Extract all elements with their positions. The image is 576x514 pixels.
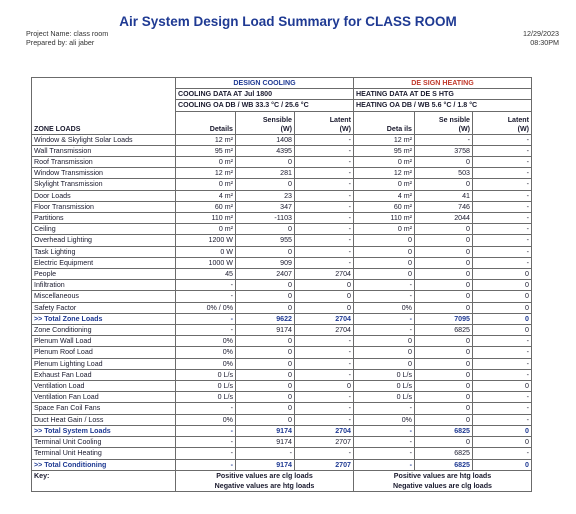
heating-latent-cell: - (473, 213, 532, 224)
cooling-sensible-cell: 0 (236, 336, 295, 347)
report-meta-right (523, 30, 559, 47)
heating-latent-cell: - (473, 414, 532, 425)
heating-sensible-cell: 0 (415, 235, 473, 246)
heating-latent-cell: 0 (473, 381, 532, 392)
cooling-latent-cell: - (295, 336, 354, 347)
row-label-cell: Exhaust Fan Load (32, 369, 176, 380)
total-row (32, 459, 532, 470)
cooling-sensible-cell: 0 (236, 157, 295, 168)
cooling-latent-cell: - (295, 157, 354, 168)
heating-sensible-cell: 0 (415, 269, 473, 280)
heating-details-cell: - (354, 459, 415, 470)
table-row (32, 168, 532, 179)
cooling-latent-cell: - (295, 347, 354, 358)
heating-latent-cell: 0 (473, 280, 532, 291)
heating-sensible-cell: 746 (415, 201, 473, 212)
cooling-latent-cell: 0 (295, 381, 354, 392)
heating-sensible-cell: 0 (415, 369, 473, 380)
cooling-latent-cell: - (295, 134, 354, 145)
heating-details-cell: - (354, 448, 415, 459)
heating-details-cell: - (354, 325, 415, 336)
cooling-latent-cell: 0 (295, 291, 354, 302)
cooling-latent-cell: 2704 (295, 325, 354, 336)
cooling-sensible-cell: 9174 (236, 425, 295, 436)
heating-sensible-cell: 6825 (415, 425, 473, 436)
cooling-latent-cell: - (295, 246, 354, 257)
heating-latent-cell: 0 (473, 269, 532, 280)
heating-sensible-cell: 2044 (415, 213, 473, 224)
prepared-by: Prepared by: ali jaber (26, 37, 95, 47)
conditions-row-1 (32, 89, 532, 100)
row-label-cell: Plenum Roof Load (32, 347, 176, 358)
cooling-details-cell: 1200 W (176, 235, 236, 246)
cooling-details-header: Details (176, 111, 236, 134)
table-row (32, 246, 532, 257)
heating-sensible-cell: - (415, 134, 473, 145)
cooling-details-cell: 45 (176, 269, 236, 280)
cooling-latent-cell: - (295, 190, 354, 201)
heating-details-cell: - (354, 313, 415, 324)
heating-details-cell: 60 m² (354, 201, 415, 212)
cooling-sensible-cell: 23 (236, 190, 295, 201)
cooling-details-cell: - (176, 313, 236, 324)
cooling-details-cell: 0 m² (176, 157, 236, 168)
row-label-cell: >> Total Zone Loads (32, 313, 176, 324)
cooling-sensible-cell: 9174 (236, 325, 295, 336)
cooling-sensible-cell: 9174 (236, 437, 295, 448)
table-row (32, 213, 532, 224)
cooling-sensible-cell: 2407 (236, 269, 295, 280)
heating-latent-cell: - (473, 403, 532, 414)
heating-sensible-cell: 0 (415, 381, 473, 392)
heating-latent-cell: - (473, 392, 532, 403)
table-row (32, 280, 532, 291)
heating-sensible-cell: 0 (415, 179, 473, 190)
cooling-sensible-cell: 0 (236, 291, 295, 302)
heating-key-line-2: Negative values are clg loads (354, 481, 532, 492)
heating-latent-cell: 0 (473, 325, 532, 336)
heating-sensible-cell: 7095 (415, 313, 473, 324)
table-row (32, 336, 532, 347)
cooling-details-cell: - (176, 448, 236, 459)
cooling-sensible-cell: 0 (236, 246, 295, 257)
heating-details-cell: - (354, 403, 415, 414)
heating-latent-cell: 0 (473, 313, 532, 324)
heating-latent-cell: - (473, 157, 532, 168)
table-row (32, 403, 532, 414)
heating-sensible-cell: 0 (415, 437, 473, 448)
table-row (32, 224, 532, 235)
cooling-sensible-cell: 0 (236, 392, 295, 403)
heating-data-at: HEATING DATA AT DE S HTG (354, 89, 532, 100)
cooling-details-cell: - (176, 425, 236, 436)
report-meta-left (26, 30, 108, 47)
heating-sensible-cell: 0 (415, 358, 473, 369)
cooling-details-cell: 0 L/s (176, 392, 236, 403)
row-label-cell: Task Lighting (32, 246, 176, 257)
table-row (32, 325, 532, 336)
heating-details-cell: - (354, 437, 415, 448)
table-row (32, 347, 532, 358)
report-time: 08:30PM (530, 37, 559, 47)
heating-details-cell: 0 (354, 235, 415, 246)
cooling-latent-cell: - (295, 369, 354, 380)
row-label-cell: Electric Equipment (32, 257, 176, 268)
heating-sensible-cell: 503 (415, 168, 473, 179)
table-row (32, 134, 532, 145)
heating-sensible-cell: 0 (415, 157, 473, 168)
cooling-latent-cell: 0 (295, 280, 354, 291)
heating-latent-cell: - (473, 201, 532, 212)
heating-details-cell: 0 (354, 336, 415, 347)
heating-latent-cell: - (473, 134, 532, 145)
table-row (32, 437, 532, 448)
table-row (32, 157, 532, 168)
table-row (32, 302, 532, 313)
cooling-sensible-cell: 9622 (236, 313, 295, 324)
cooling-sensible-cell: 0 (236, 381, 295, 392)
heating-sensible-cell: 0 (415, 291, 473, 302)
row-label-cell: Floor Transmission (32, 201, 176, 212)
section-header-row (32, 78, 532, 89)
cooling-sensible-cell: 0 (236, 369, 295, 380)
cooling-details-cell: 0% (176, 414, 236, 425)
cooling-sensible-cell: 281 (236, 168, 295, 179)
cooling-details-cell: 12 m² (176, 134, 236, 145)
heating-latent-cell: - (473, 448, 532, 459)
key-label: Key: (32, 470, 176, 481)
heating-sensible-cell: 0 (415, 414, 473, 425)
row-label-cell: Ceiling (32, 224, 176, 235)
row-label-cell: Ventilation Load (32, 381, 176, 392)
cooling-latent-cell: - (295, 403, 354, 414)
row-label-cell: Space Fan Coil Fans (32, 403, 176, 414)
heating-details-cell: - (354, 280, 415, 291)
cooling-details-cell: 0% / 0% (176, 302, 236, 313)
heating-sensible-cell: 0 (415, 302, 473, 313)
heating-details-cell: 12 m² (354, 168, 415, 179)
design-cooling-header: DESIGN COOLING (176, 78, 354, 89)
table-row (32, 414, 532, 425)
cooling-details-cell: - (176, 325, 236, 336)
table-row (32, 235, 532, 246)
cooling-details-cell: 95 m² (176, 145, 236, 156)
cooling-sensible-cell: 0 (236, 414, 295, 425)
heating-sensible-cell: 3758 (415, 145, 473, 156)
row-label-cell: Infiltration (32, 280, 176, 291)
heating-latent-cell: - (473, 145, 532, 156)
heating-latent-cell: - (473, 190, 532, 201)
heating-latent-cell: - (473, 358, 532, 369)
cooling-latent-cell: - (295, 224, 354, 235)
cooling-details-cell: - (176, 459, 236, 470)
heating-latent-cell: 0 (473, 459, 532, 470)
heating-details-cell: 0 (354, 257, 415, 268)
total-row (32, 313, 532, 324)
cooling-oa-conditions: COOLING OA DB / WB 33.3 °C / 25.6 °C (176, 100, 354, 111)
heating-details-cell: - (354, 425, 415, 436)
heating-sensible-cell: 0 (415, 403, 473, 414)
key-row-2 (32, 481, 532, 492)
cooling-sensible-cell: 955 (236, 235, 295, 246)
cooling-latent-cell: - (295, 414, 354, 425)
heating-latent-cell: - (473, 235, 532, 246)
row-label-cell: Ventilation Fan Load (32, 392, 176, 403)
row-label-cell: Roof Transmission (32, 157, 176, 168)
table-row (32, 369, 532, 380)
cooling-details-cell: 1000 W (176, 257, 236, 268)
heating-sensible-cell: 0 (415, 257, 473, 268)
heating-details-cell: 0% (354, 414, 415, 425)
table-row (32, 269, 532, 280)
heating-details-cell: 0 (354, 246, 415, 257)
conditions-row-2 (32, 100, 532, 111)
row-label-cell: Terminal Unit Heating (32, 448, 176, 459)
heating-details-cell: 4 m² (354, 190, 415, 201)
cooling-sensible-cell: 0 (236, 358, 295, 369)
row-label-cell: Skylight Transmission (32, 179, 176, 190)
row-label-cell: Zone Conditioning (32, 325, 176, 336)
cooling-details-cell: - (176, 291, 236, 302)
report-date: 12/29/2023 (523, 29, 559, 38)
heating-latent-cell: 0 (473, 302, 532, 313)
heating-details-cell: 0 (354, 358, 415, 369)
cooling-sensible-cell: 0 (236, 347, 295, 358)
heating-details-cell: 0 L/s (354, 381, 415, 392)
heating-sensible-cell: 0 (415, 347, 473, 358)
cooling-sensible-header: Sensible (W) (236, 111, 295, 134)
row-label-cell: Miscellaneous (32, 291, 176, 302)
cooling-latent-cell: - (295, 448, 354, 459)
heating-latent-cell: - (473, 179, 532, 190)
row-label-cell: Overhead Lighting (32, 235, 176, 246)
cooling-details-cell: - (176, 280, 236, 291)
heating-latent-cell: - (473, 347, 532, 358)
heating-key-line-1: Positive values are htg loads (354, 470, 532, 481)
heating-details-cell: 0 m² (354, 157, 415, 168)
cooling-sensible-cell: 347 (236, 201, 295, 212)
row-label-cell: >> Total Conditioning (32, 459, 176, 470)
cooling-key-line-2: Negative values are htg loads (176, 481, 354, 492)
table-row (32, 358, 532, 369)
heating-latent-cell: - (473, 257, 532, 268)
table-row (32, 291, 532, 302)
heating-details-cell: 12 m² (354, 134, 415, 145)
heating-sensible-header: Se nsible (W) (415, 111, 473, 134)
table-row (32, 257, 532, 268)
heating-sensible-cell: 0 (415, 280, 473, 291)
heating-details-cell: 0 L/s (354, 392, 415, 403)
heating-details-cell: 110 m² (354, 213, 415, 224)
cooling-latent-cell: - (295, 201, 354, 212)
heating-latent-cell: - (473, 224, 532, 235)
heating-latent-cell: - (473, 369, 532, 380)
heating-sensible-cell: 6825 (415, 325, 473, 336)
cooling-sensible-cell: 909 (236, 257, 295, 268)
cooling-latent-cell: - (295, 392, 354, 403)
row-label-cell: Plenum Lighting Load (32, 358, 176, 369)
heating-details-cell: 0 m² (354, 224, 415, 235)
row-label-cell: Terminal Unit Cooling (32, 437, 176, 448)
row-label-cell: Plenum Wall Load (32, 336, 176, 347)
cooling-details-cell: 60 m² (176, 201, 236, 212)
heating-details-cell: 0 L/s (354, 369, 415, 380)
cooling-key-line-1: Positive values are clg loads (176, 470, 354, 481)
table-row (32, 201, 532, 212)
heating-sensible-cell: 41 (415, 190, 473, 201)
heating-details-cell: 0 m² (354, 179, 415, 190)
cooling-latent-cell: 2707 (295, 459, 354, 470)
cooling-details-cell: 0 m² (176, 179, 236, 190)
cooling-sensible-cell: - (236, 448, 295, 459)
heating-latent-header: Latent (W) (473, 111, 532, 134)
row-label-cell: People (32, 269, 176, 280)
row-label-cell: Duct Heat Gain / Loss (32, 414, 176, 425)
cooling-latent-cell: 0 (295, 302, 354, 313)
cooling-sensible-cell: 1408 (236, 134, 295, 145)
cooling-latent-cell: - (295, 179, 354, 190)
heating-latent-cell: - (473, 246, 532, 257)
row-label-cell: Window & Skylight Solar Loads (32, 134, 176, 145)
cooling-latent-header: Latent (W) (295, 111, 354, 134)
table-row (32, 448, 532, 459)
cooling-sensible-cell: -1103 (236, 213, 295, 224)
cooling-details-cell: 0 m² (176, 224, 236, 235)
heating-details-cell: 0% (354, 302, 415, 313)
cooling-latent-cell: 2704 (295, 425, 354, 436)
heating-sensible-cell: 0 (415, 246, 473, 257)
key-row-1 (32, 470, 532, 481)
heating-latent-cell: 0 (473, 425, 532, 436)
heating-latent-cell: 0 (473, 437, 532, 448)
design-heating-header: DE SIGN HEATING (354, 78, 532, 89)
project-name: Project Name: class room (26, 29, 109, 38)
cooling-latent-cell: - (295, 168, 354, 179)
table-row (32, 145, 532, 156)
heating-sensible-cell: 0 (415, 392, 473, 403)
row-label-cell: Safety Factor (32, 302, 176, 313)
row-label-cell: Window Transmission (32, 168, 176, 179)
cooling-latent-cell: - (295, 358, 354, 369)
cooling-details-cell: 0% (176, 336, 236, 347)
cooling-sensible-cell: 4395 (236, 145, 295, 156)
cooling-data-at: COOLING DATA AT Jul 1800 (176, 89, 354, 100)
load-summary-table (31, 77, 532, 492)
heating-sensible-cell: 0 (415, 224, 473, 235)
cooling-details-cell: 0 W (176, 246, 236, 257)
cooling-latent-cell: 2704 (295, 313, 354, 324)
cooling-details-cell: 0 L/s (176, 381, 236, 392)
cooling-latent-cell: - (295, 257, 354, 268)
table-row (32, 381, 532, 392)
report-title: Air System Design Load Summary for CLASS ROOM (119, 14, 457, 29)
table-row (32, 179, 532, 190)
heating-latent-cell: - (473, 336, 532, 347)
heating-latent-cell: - (473, 168, 532, 179)
cooling-details-cell: 0 L/s (176, 369, 236, 380)
row-label-cell: Door Loads (32, 190, 176, 201)
row-label-cell: Wall Transmission (32, 145, 176, 156)
cooling-sensible-cell: 9174 (236, 459, 295, 470)
heating-sensible-cell: 0 (415, 336, 473, 347)
cooling-sensible-cell: 0 (236, 179, 295, 190)
heating-details-header: Deta ils (354, 111, 415, 134)
zone-loads-header: ZONE LOADS (32, 111, 176, 134)
table-row (32, 190, 532, 201)
cooling-latent-cell: - (295, 213, 354, 224)
cooling-details-cell: 0% (176, 347, 236, 358)
column-header-row (32, 111, 532, 134)
cooling-sensible-cell: 0 (236, 302, 295, 313)
cooling-details-cell: 110 m² (176, 213, 236, 224)
cooling-sensible-cell: 0 (236, 280, 295, 291)
heating-sensible-cell: 6825 (415, 448, 473, 459)
cooling-details-cell: - (176, 403, 236, 414)
cooling-details-cell: 12 m² (176, 168, 236, 179)
heating-details-cell: 0 (354, 269, 415, 280)
heating-latent-cell: 0 (473, 291, 532, 302)
cooling-details-cell: 4 m² (176, 190, 236, 201)
cooling-details-cell: - (176, 437, 236, 448)
heating-details-cell: 0 (354, 347, 415, 358)
cooling-latent-cell: 2704 (295, 269, 354, 280)
cooling-sensible-cell: 0 (236, 224, 295, 235)
cooling-details-cell: 0% (176, 358, 236, 369)
row-label-cell: >> Total System Loads (32, 425, 176, 436)
cooling-latent-cell: - (295, 145, 354, 156)
row-label-cell: Partitions (32, 213, 176, 224)
heating-details-cell: 95 m² (354, 145, 415, 156)
heating-details-cell: - (354, 291, 415, 302)
table-row (32, 392, 532, 403)
heating-sensible-cell: 6825 (415, 459, 473, 470)
cooling-latent-cell: - (295, 235, 354, 246)
heating-oa-conditions: HEATING OA DB / WB 5.6 °C / 1.8 °C (354, 100, 532, 111)
cooling-latent-cell: 2707 (295, 437, 354, 448)
cooling-sensible-cell: 0 (236, 403, 295, 414)
total-row (32, 425, 532, 436)
